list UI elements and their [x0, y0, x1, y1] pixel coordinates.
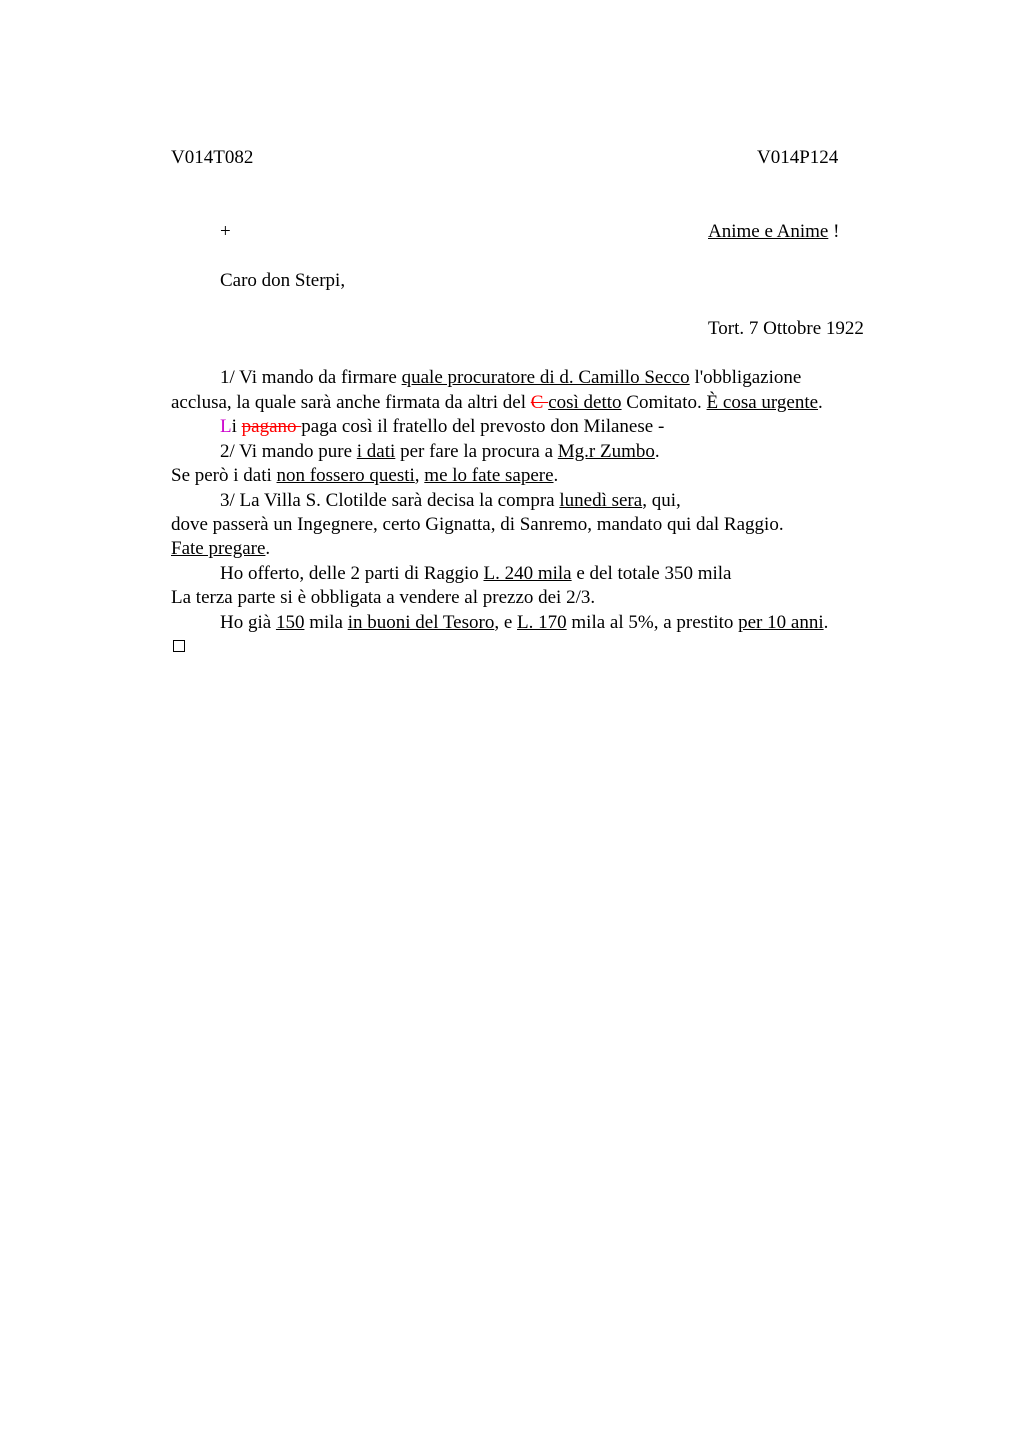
- text-run: 3/ La Villa S. Clotilde sarà decisa la compra: [220, 490, 560, 511]
- paragraph-3-line-3: [171, 537, 270, 561]
- paragraph-3-line-2: dove passerà un Ingegnere, certo Gignatta, di Sanremo, mandato qui dal Raggio.: [171, 514, 784, 535]
- motto: [708, 220, 839, 244]
- paragraph-5-line-1: [220, 611, 828, 635]
- text-run: paga così il fratello del prevosto don Milanese -: [301, 416, 665, 437]
- deleted-text: pagano: [241, 416, 302, 437]
- text-run: 2/ Vi mando pure: [220, 441, 357, 462]
- document-code-left: V014T082: [171, 147, 254, 168]
- motto-text: Anime e Anime: [708, 221, 829, 242]
- paragraph-3-line-1: [220, 489, 681, 513]
- text-run: i: [231, 416, 242, 437]
- underlined-text: L. 170: [517, 612, 567, 633]
- cross-symbol: +: [220, 221, 231, 242]
- text-run: , e: [494, 612, 518, 633]
- salutation: Caro don Sterpi,: [220, 270, 346, 291]
- underlined-text: L. 240 mila: [483, 563, 572, 584]
- paragraph-4-line-1: [220, 562, 732, 586]
- inserted-letter: L: [220, 416, 232, 437]
- text-run: per fare la procura a: [395, 441, 558, 462]
- text-run: e del totale 350 mila: [571, 563, 732, 584]
- text-run: .: [654, 441, 660, 462]
- underlined-text: lunedì sera: [559, 490, 643, 511]
- motto-tail: !: [828, 221, 840, 242]
- underlined-text: per 10 anni: [738, 612, 824, 633]
- paragraph-2-line-2: [171, 464, 558, 488]
- paragraph-2-line-1: [220, 440, 660, 464]
- underlined-text: Mg.r Zumbo: [557, 441, 655, 462]
- text-run: .: [818, 392, 823, 413]
- paragraph-4-line-2: La terza parte si è obbligata a vendere al prezzo dei 2/3.: [171, 587, 596, 608]
- text-run: Comitato.: [621, 392, 707, 413]
- text-run: .: [265, 538, 271, 559]
- text-run: l'obbligazione: [689, 367, 802, 388]
- paragraph-1-correction-line: [220, 415, 664, 439]
- underlined-text: così detto: [548, 392, 622, 413]
- underlined-text: quale procuratore di d. Camillo Secco: [401, 367, 690, 388]
- paragraph-1-line-1: [220, 366, 801, 390]
- paragraph-1-line-2: [171, 391, 823, 415]
- text-run: .: [553, 465, 559, 486]
- underlined-text: i dati: [356, 441, 396, 462]
- text-run: mila al 5%, a prestito: [566, 612, 739, 633]
- end-marker-box-icon: [173, 640, 185, 652]
- underlined-text: me lo fate sapere: [424, 465, 554, 486]
- text-run: .: [823, 612, 829, 633]
- text-run: , qui,: [642, 490, 681, 511]
- text-run: Se però i dati: [171, 465, 277, 486]
- text-run: acclusa, la quale sarà anche firmata da altri del: [171, 392, 531, 413]
- underlined-text: Fate pregare: [171, 538, 266, 559]
- underlined-text: non fossero questi: [276, 465, 415, 486]
- text-run: mila: [304, 612, 348, 633]
- underlined-text: È cosa urgente: [706, 392, 819, 413]
- underlined-text: 150: [275, 612, 305, 633]
- text-run: ,: [414, 465, 425, 486]
- deleted-text: C: [530, 392, 549, 413]
- underlined-text: in buoni del Tesoro: [347, 612, 495, 633]
- text-run: Ho offerto, delle 2 parti di Raggio: [220, 563, 484, 584]
- text-run: 1/ Vi mando da firmare: [220, 367, 402, 388]
- document-code-right: V014P124: [757, 147, 839, 168]
- text-run: Ho già: [220, 612, 276, 633]
- letter-date: Tort. 7 Ottobre 1922: [708, 318, 864, 339]
